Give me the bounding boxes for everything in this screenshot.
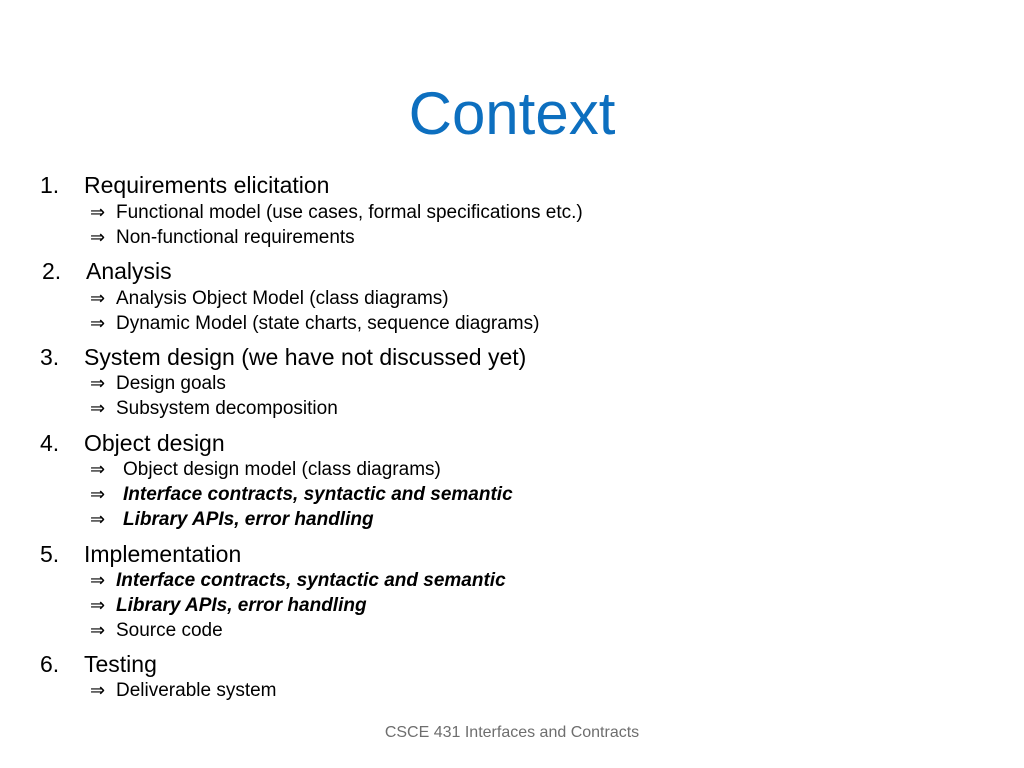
item-number: 6. [40,651,60,677]
slide-footer: CSCE 431 Interfaces and Contracts [384,724,640,741]
item-label: Testing [84,651,157,677]
sub-item-text: Library APIs, error handling [123,509,374,530]
list-item-requirements-elicitation [40,172,329,198]
sub-item-functional-model [90,202,583,224]
list-item-object-design [40,430,225,456]
implies-arrow-icon: ⇒ [90,398,106,419]
item-number: 3. [40,344,60,370]
sub-item-non-functional-requirements [90,227,355,249]
sub-item-text: Library APIs, error handling [116,595,367,616]
item-label: Implementation [84,541,242,567]
sub-item-subsystem-decomposition [90,398,338,420]
item-label: Object design [84,430,225,456]
item-label: System design (we have not discussed yet) [84,344,527,370]
sub-item-text: Source code [116,620,223,641]
sub-item-text: Analysis Object Model (class diagrams) [116,288,449,309]
list-item-system-design [40,344,526,370]
sub-item-text: Dynamic Model (state charts, sequence diagrams) [116,313,540,334]
sub-item-interface-contracts [90,570,506,592]
sub-item-library-apis [90,595,367,617]
item-number: 5. [40,541,60,567]
implies-arrow-icon: ⇒ [90,227,106,248]
slide-title: Context [408,80,616,147]
sub-item-analysis-object-model [90,288,449,310]
implies-arrow-icon: ⇒ [90,570,106,591]
sub-item-source-code [90,620,223,642]
list-item-analysis [42,258,172,284]
implies-arrow-icon: ⇒ [90,202,106,223]
item-label: Requirements elicitation [84,172,330,198]
sub-item-text: Functional model (use cases, formal specifications etc.) [116,202,583,223]
item-number: 4. [40,430,60,456]
list-item-implementation [40,541,241,567]
implies-arrow-icon: ⇒ [90,484,106,505]
sub-item-interface-contracts [90,484,513,506]
sub-item-text: Subsystem decomposition [116,398,338,419]
implies-arrow-icon: ⇒ [90,313,106,334]
item-label: Analysis [86,258,172,284]
list-item-testing [40,651,157,677]
sub-item-object-design-model [90,459,441,481]
implies-arrow-icon: ⇒ [90,509,106,530]
sub-item-text: Interface contracts, syntactic and semantic [123,484,513,505]
implies-arrow-icon: ⇒ [90,680,106,701]
sub-item-deliverable-system [90,680,277,702]
implies-arrow-icon: ⇒ [90,373,106,394]
item-number: 2. [42,258,62,284]
implies-arrow-icon: ⇒ [90,288,106,309]
item-number: 1. [40,172,60,198]
sub-item-library-apis [90,509,374,531]
sub-item-text: Interface contracts, syntactic and semantic [116,570,506,591]
implies-arrow-icon: ⇒ [90,459,106,480]
sub-item-text: Design goals [116,373,226,394]
implies-arrow-icon: ⇒ [90,620,106,641]
sub-item-design-goals [90,373,226,395]
sub-item-text: Non-functional requirements [116,227,355,248]
sub-item-text: Deliverable system [116,680,277,701]
sub-item-text: Object design model (class diagrams) [123,459,441,480]
sub-item-dynamic-model [90,313,539,335]
implies-arrow-icon: ⇒ [90,595,106,616]
